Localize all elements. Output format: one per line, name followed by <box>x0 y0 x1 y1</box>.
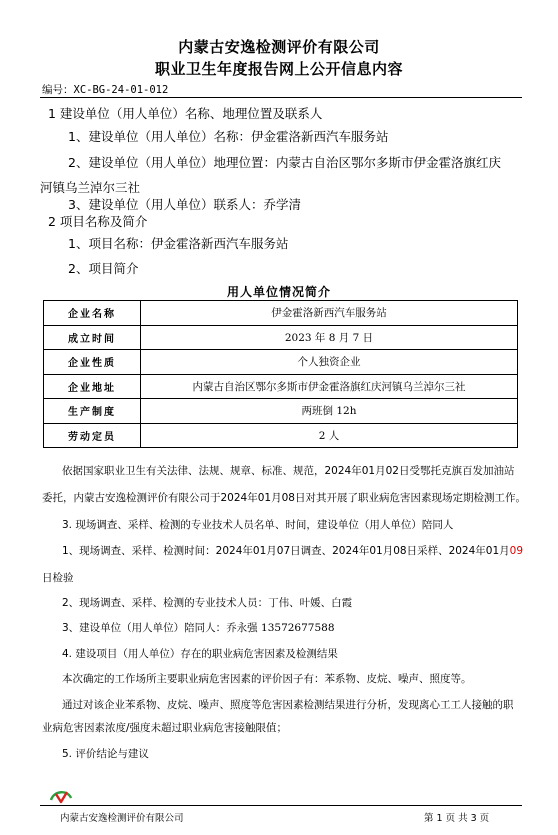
inspection-time-continued: 日检验 <box>42 572 74 584</box>
basis-paragraph-line1: 依据国家职业卫生有关法律、法规、规章、标准、规范，2024年01月02日受鄂托克旗百发加油站 <box>62 465 515 477</box>
table-row-label: 生产制度 <box>44 399 141 424</box>
table-row-value: 个人独资企业 <box>141 350 518 375</box>
section3-heading: 3. 现场调查、采样、检测的专业技术人员名单、时间，建设单位（用人单位）陪同人 <box>62 519 454 531</box>
inspection-time-text: 1、现场调查、采样、检测时间：2024年01月07日调查、2024年01月08日采样、2024年01月 <box>62 545 510 557</box>
table-title: 用人单位情况简介 <box>226 285 331 299</box>
project-intro-line: 2、项目简介 <box>68 261 139 276</box>
table-row-value: 2 人 <box>141 423 518 448</box>
table-row-value: 2023 年 8 月 7 日 <box>141 325 518 350</box>
table-row-value: 两班倒 12h <box>141 399 518 424</box>
table-row-label: 企业名称 <box>44 301 141 326</box>
company-logo-icon <box>48 786 74 806</box>
companion-line <box>62 620 335 635</box>
companion-value: 乔永强 13572677588 <box>226 622 335 634</box>
table-row-label: 劳动定员 <box>44 423 141 448</box>
result-paragraph-line2: 业病危害因素浓度/强度未超过职业病危害接触限值； <box>42 722 288 734</box>
header-divider <box>40 97 522 98</box>
companion-label: 3、建设单位（用人单位）陪同人： <box>62 622 227 634</box>
table-row <box>44 374 518 399</box>
company-title: 内蒙古安逸检测评价有限公司 <box>178 38 380 56</box>
unit-name-line: 1、建设单位（用人单位）名称：伊金霍洛新西汽车服务站 <box>68 129 389 144</box>
unit-location-continued: 河镇乌兰淖尔三社 <box>40 180 141 195</box>
table-row <box>44 423 518 448</box>
table-row <box>44 301 518 326</box>
table-row-label: 企业地址 <box>44 374 141 399</box>
inspection-time-line <box>62 543 523 558</box>
footer-page-number: 第 1 页 共 3 页 <box>424 813 490 824</box>
table-row <box>44 350 518 375</box>
footer-company: 内蒙古安逸检测评价有限公司 <box>60 813 184 824</box>
project-name-line: 1、项目名称：伊金霍洛新西汽车服务站 <box>68 236 289 251</box>
table-row <box>44 325 518 350</box>
section4-heading: 4. 建设项目（用人单位）存在的职业病危害因素及检测结果 <box>62 648 338 660</box>
report-title: 职业卫生年度报告网上公开信息内容 <box>154 60 403 78</box>
technical-staff-line: 2、现场调查、采样、检测的专业技术人员：丁伟、叶媛、白霞 <box>62 597 353 609</box>
basis-paragraph-line2: 委托，内蒙古安逸检测评价有限公司于2024年01月08日对其开展了职业病危害因素现场定期检测工作。 <box>42 492 526 504</box>
section2-heading: 2 项目名称及简介 <box>48 214 148 229</box>
result-paragraph-line1: 通过对该企业苯系物、皮烷、噪声、照度等危害因素检测结果进行分析，发现离心工工人接触的职 <box>62 699 514 711</box>
table-row <box>44 399 518 424</box>
unit-location-line: 2、建设单位（用人单位）地理位置：内蒙古自治区鄂尔多斯市伊金霍洛旗红庆 <box>68 155 501 170</box>
hazard-factors-line: 本次确定的工作场所主要职业病危害因素的评价因子有：苯系物、皮烷、噪声、照度等。 <box>62 673 472 685</box>
footer-divider <box>40 805 522 806</box>
inspection-time-red-day: 09 <box>509 545 524 557</box>
unit-info-table <box>43 300 518 448</box>
table-row-label: 企业性质 <box>44 350 141 375</box>
section5-heading: 5. 评价结论与建议 <box>62 748 149 760</box>
table-row-value: 内蒙古自治区鄂尔多斯市伊金霍洛旗红庆河镇乌兰淖尔三社 <box>141 374 518 399</box>
section1-heading: 1 建设单位（用人单位）名称、地理位置及联系人 <box>48 106 323 121</box>
table-row-value: 伊金霍洛新西汽车服务站 <box>141 301 518 326</box>
table-row-label: 成立时间 <box>44 325 141 350</box>
document-number: 编号：XC-BG-24-01-012 <box>42 84 169 96</box>
unit-contact-line: 3、建设单位（用人单位）联系人：乔学清 <box>68 197 301 212</box>
